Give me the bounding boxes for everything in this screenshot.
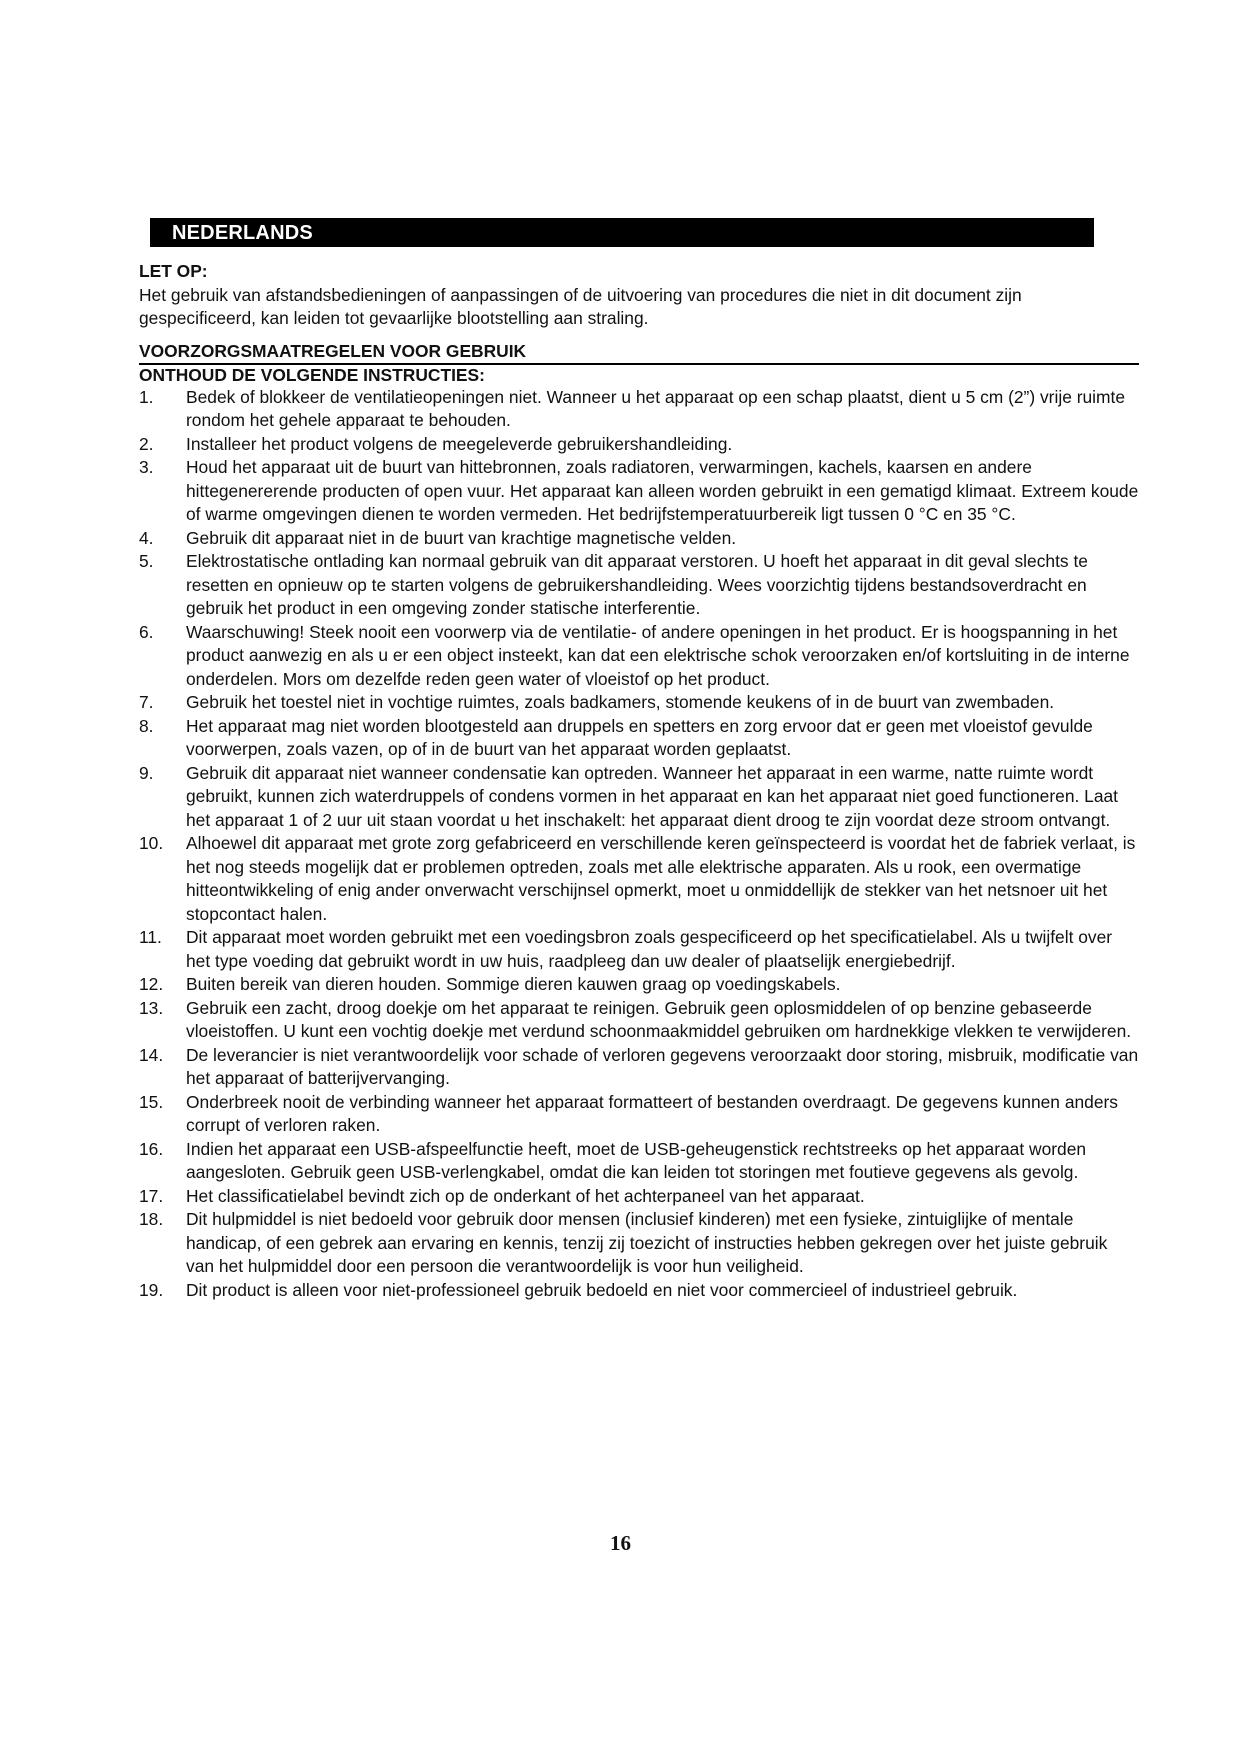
list-item — [139, 973, 1139, 997]
item-text: Gebruik dit apparaat niet in de buurt van krachtige magnetische velden. — [186, 527, 737, 548]
item-number: 8. — [139, 715, 154, 736]
item-text: Onderbreek nooit de verbinding wanneer het apparaat formatteert of bestanden overdraagt. De gegevens kunnen anders corrupt of verloren raken. — [186, 1091, 1118, 1135]
item-text: Bedek of blokkeer de ventilatieopeningen niet. Wanneer u het apparaat op een schap plaatst, dient u 5 cm (2”) vrije ruimte rondom het gehele apparaat te behouden. — [186, 386, 1126, 430]
item-number: 10. — [139, 833, 164, 853]
item-number: 12. — [139, 974, 164, 994]
list-item — [139, 1208, 1139, 1279]
list-item — [139, 456, 1139, 527]
item-number: 11. — [139, 927, 162, 947]
item-number: 7. — [139, 692, 154, 712]
item-number: 3. — [139, 457, 154, 477]
item-number: 14. — [139, 1044, 164, 1065]
item-text: Gebruik het toestel niet in vochtige ruimtes, zoals badkamers, stomende keukens of in de buurt van zwembaden. — [186, 692, 1055, 712]
list-item — [139, 1091, 1139, 1138]
item-text: Indien het apparaat een USB-afspeelfunctie heeft, moet de USB-geheugenstick rechtstreeks op het apparaat worden aangesloten. Gebruik geen USB-verlengkabel, omdat die kan leiden tot storingen met foutieve gegevens als gevolg. — [186, 1138, 1087, 1182]
list-item — [139, 550, 1139, 621]
item-text: Installeer het product volgens de meegeleverde gebruikershandleiding. — [186, 433, 733, 454]
instructions-list — [139, 386, 1139, 1303]
item-number: 13. — [139, 997, 164, 1018]
language-header-bar — [150, 218, 1094, 247]
list-item — [139, 1138, 1139, 1185]
list-item — [139, 433, 1139, 457]
item-number: 19. — [139, 1279, 164, 1300]
list-item — [139, 527, 1139, 551]
page-number: 16 — [610, 1531, 631, 1555]
item-number: 5. — [139, 551, 154, 571]
caution-text: Het gebruik van afstandsbedieningen of aanpassingen of de uitvoering van procedures die niet in dit document zijn gespecificeerd, kan leiden tot gevaarlijke blootstelling aan straling. — [139, 284, 1022, 328]
item-number: 18. — [139, 1209, 164, 1229]
list-item — [139, 715, 1139, 762]
item-number: 16. — [139, 1138, 164, 1159]
item-text: Dit apparaat moet worden gebruikt met een voedingsbron zoals gespecificeerd op het specificatielabel. Als u twijfelt over het type voeding dat gebruikt wordt in uw huis, raadpleeg dan uw dealer of plaatselijk energiebedrijf. — [186, 927, 1113, 971]
item-text: Gebruik dit apparaat niet wanneer condensatie kan optreden. Wanneer het apparaat in een warme, natte ruimte wordt gebruikt, kunnen zich waterdruppels of condens vormen in het apparaat en kan het apparaat niet goed functioneren. Laat het apparaat 1 of 2 uur uit staan voordat u het inschakelt: het apparaat dient droog te zijn voordat deze stroom ontvangt. — [186, 762, 1118, 830]
list-item — [139, 386, 1139, 433]
instructions-subheading: ONTHOUD DE VOLGENDE INSTRUCTIES: — [139, 364, 485, 385]
item-number: 2. — [139, 433, 154, 454]
item-text: Houd het apparaat uit de buurt van hittebronnen, zoals radiatoren, verwarmingen, kachels, kaarsen en andere hittegenererende producten of open vuur. Het apparaat kan alleen worden gebruikt in een gematigd klimaat. Extreem koude of warme omgevingen dienen te worden vermeden. Het bedrijfstemperatuurbereik ligt tussen 0 °C en 35 °C. — [186, 457, 1139, 524]
item-number: 6. — [139, 621, 154, 642]
item-text: Buiten bereik van dieren houden. Sommige dieren kauwen graag op voedingskabels. — [186, 974, 841, 994]
item-text: Elektrostatische ontlading kan normaal gebruik van dit apparaat verstoren. U hoeft het apparaat in dit geval slechts te resetten en opnieuw op te starten volgens de gebruikershandleiding. Wees voorzichtig tijdens bestandsoverdracht en gebruik het product in een omgeving zonder statische interferentie. — [186, 551, 1088, 618]
list-item — [139, 762, 1139, 833]
item-text: Alhoewel dit apparaat met grote zorg gefabriceerd en verschillende keren geïnspecteerd is voordat het de fabriek verlaat, is het nog steeds mogelijk dat er problemen optreden, zoals met alle elektrische apparaten. Als u rook, een overmatige hitteontwikkeling of enig ander onverwacht verschijnsel opmerkt, moet u onmiddellijk de stekker van het netsnoer uit het stopcontact halen. — [186, 833, 1136, 924]
item-text: Dit product is alleen voor niet-professioneel gebruik bedoeld en niet voor commercieel of industrieel gebruik. — [186, 1279, 1018, 1300]
item-number: 1. — [139, 386, 154, 407]
list-item — [139, 1044, 1139, 1091]
precautions-heading: VOORZORGSMAATREGELEN VOOR GEBRUIK — [139, 341, 1139, 365]
item-number: 15. — [139, 1091, 164, 1112]
item-text: Gebruik een zacht, droog doekje om het apparaat te reinigen. Gebruik geen oplosmiddelen of op benzine gebaseerde vloeistoffen. U kunt een vochtig doekje met verdund schoonmaakmiddel gebruiken om hardnekkige vlekken te verwijderen. — [186, 997, 1132, 1041]
list-item — [139, 1279, 1139, 1303]
item-text: Het apparaat mag niet worden blootgesteld aan druppels en spetters en zorg ervoor dat er geen met vloeistof gevulde voorwerpen, zoals vazen, op of in de buurt van het apparaat worden geplaatst. — [186, 715, 1093, 759]
caution-heading: LET OP: — [139, 261, 208, 281]
list-item — [139, 621, 1139, 692]
list-item — [139, 832, 1139, 926]
item-number: 17. — [139, 1185, 164, 1206]
list-item — [139, 926, 1139, 973]
item-text: Het classificatielabel bevindt zich op de onderkant of het achterpaneel van het apparaat. — [186, 1185, 865, 1206]
list-item — [139, 691, 1139, 715]
item-text: De leverancier is niet verantwoordelijk voor schade of verloren gegevens veroorzaakt door storing, misbruik, modificatie van het apparaat of batterijvervanging. — [186, 1044, 1139, 1088]
page-content — [139, 260, 1139, 1302]
item-number: 9. — [139, 762, 154, 783]
list-item — [139, 1185, 1139, 1209]
list-item — [139, 997, 1139, 1044]
item-text: Waarschuwing! Steek nooit een voorwerp via de ventilatie- of andere openingen in het product. Er is hoogspanning in het product aanwezig en als u er een object insteekt, kan dat een elektrische schok veroorzaken en/of kortsluiting in de interne onderdelen. Mors om dezelfde reden geen water of vloeistof op het product. — [186, 621, 1130, 689]
item-text: Dit hulpmiddel is niet bedoeld voor gebruik door mensen (inclusief kinderen) met een fysieke, zintuiglijke of mentale handicap, of een gebrek aan ervaring en kennis, tenzij zij toezicht of instructies hebben gekregen over het juiste gebruik van het hulpmiddel door een persoon die verantwoordelijk is voor hun veiligheid. — [186, 1209, 1108, 1276]
item-number: 4. — [139, 527, 154, 548]
language-label: NEDERLANDS — [172, 222, 313, 244]
